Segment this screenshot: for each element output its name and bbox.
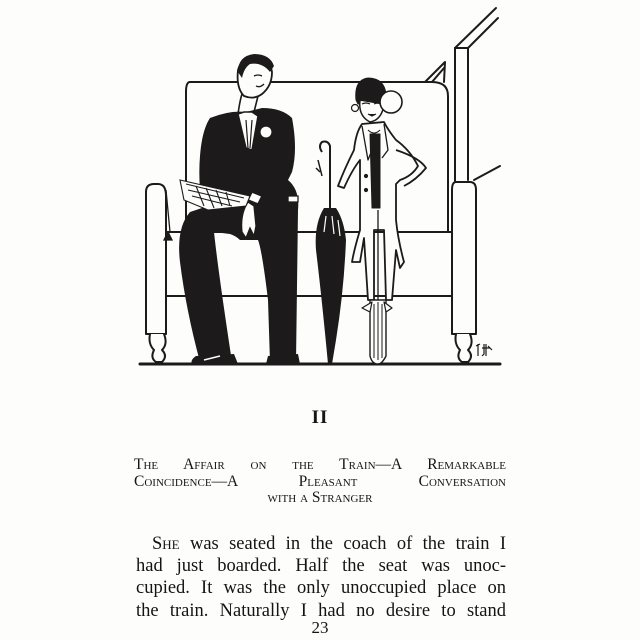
left-armrest — [146, 184, 166, 362]
chapter-heading-line: with a Stranger — [267, 489, 373, 506]
chapter-number: II — [311, 407, 329, 428]
right-armrest — [452, 182, 476, 362]
body-paragraph — [136, 533, 506, 622]
chapter-heading — [134, 457, 506, 507]
window-frame — [425, 8, 500, 182]
body-line: cupied. It was the only unoccupied place on — [136, 578, 506, 599]
lead-word: She — [152, 534, 180, 554]
umbrella — [316, 142, 346, 365]
chapter-heading-line: Coincidence—A Pleasant Conversation — [134, 472, 506, 490]
body-line: had just boarded. Half the seat was unoc- — [136, 556, 506, 577]
body-line — [136, 533, 506, 555]
man-figure — [164, 54, 300, 364]
woman-figure — [338, 78, 426, 364]
body-line: the train. Naturally I had no desire to stand — [136, 600, 506, 621]
page-number: 23 — [311, 618, 329, 637]
chapter-heading-line: The Affair on the Train—A Remarkable — [134, 456, 506, 473]
body-line-text: was seated in the coach of the train I — [179, 534, 506, 554]
artist-signature — [476, 344, 492, 356]
